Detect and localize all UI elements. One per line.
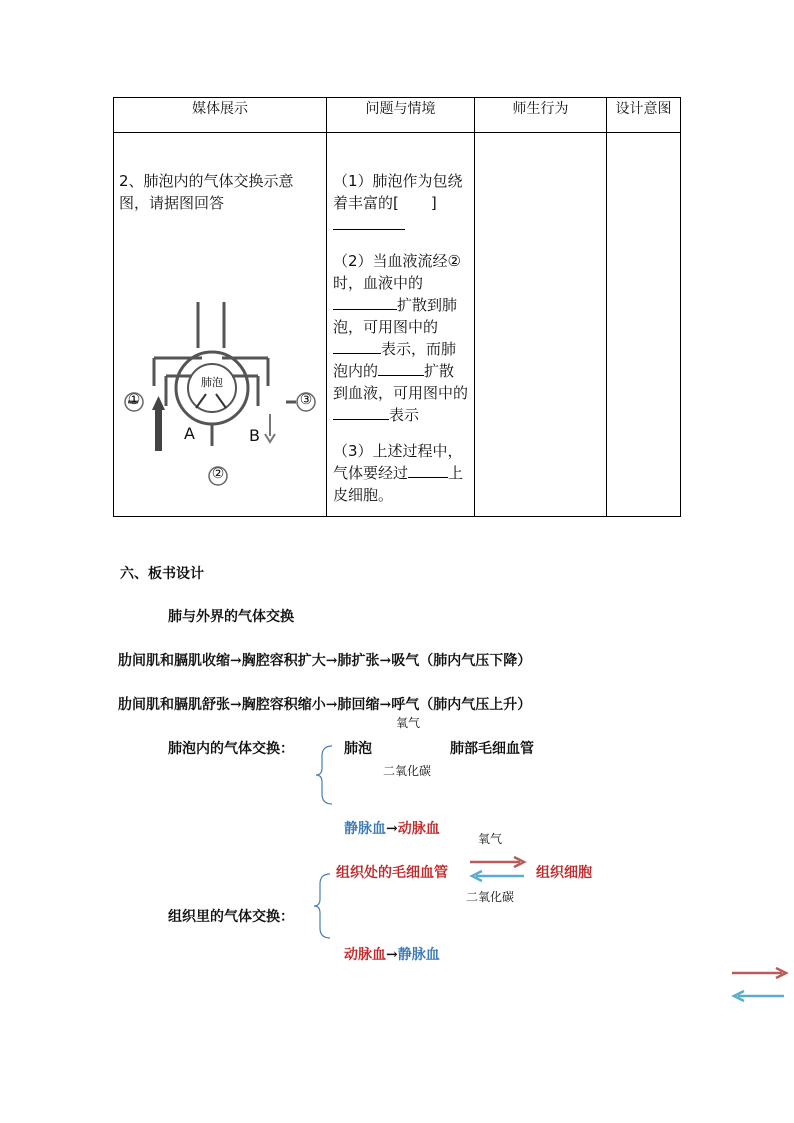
table-border-left bbox=[113, 97, 114, 517]
blank-2d bbox=[333, 405, 389, 420]
header-behavior: 师生行为 bbox=[512, 101, 569, 117]
alveoli-oxygen-label: 氧气 bbox=[396, 716, 421, 730]
tissue-left: 组织处的毛细血管 bbox=[336, 865, 448, 881]
tissue-oxygen-label: 氧气 bbox=[478, 832, 503, 846]
table-border-right bbox=[680, 97, 681, 517]
inhale-process: 肋间肌和膈肌收缩→胸腔容积扩大→肺扩张→吸气（肺内气压下降） bbox=[118, 653, 532, 669]
diagram-letter-a: A bbox=[184, 424, 195, 443]
tissue-brace bbox=[312, 872, 332, 940]
diagram-letter-b: B bbox=[249, 426, 260, 445]
diagram-label-alveolus: 肺泡 bbox=[201, 376, 223, 389]
tissue-right: 组织细胞 bbox=[536, 865, 592, 881]
diagram-flow-arrows bbox=[152, 396, 165, 451]
tissue-blood-change: 动脉血→静脉血 bbox=[344, 947, 440, 963]
alveoli-blood-change: 静脉血→动脉血 bbox=[344, 821, 440, 837]
blank-1b bbox=[333, 215, 405, 230]
question-1: （1）肺泡作为包绕着丰富的[ ] bbox=[333, 170, 469, 236]
alveoli-brace bbox=[314, 744, 334, 806]
tissue-exchange-arrows bbox=[466, 854, 528, 884]
alveoli-right: 肺部毛细血管 bbox=[450, 741, 534, 757]
blank-2c bbox=[378, 361, 424, 376]
margin-arrows bbox=[728, 964, 790, 1006]
question-3: （3）上述过程中，气体要经过 上皮细胞。 bbox=[333, 442, 464, 504]
blank-2b bbox=[333, 339, 381, 354]
diagram-mark-1: ① bbox=[127, 392, 141, 408]
blank-3 bbox=[408, 463, 448, 478]
questions-cell bbox=[333, 170, 469, 506]
blank-2a bbox=[333, 295, 397, 310]
diagram-mark-2: ② bbox=[211, 466, 225, 482]
media-description: 2、肺泡内的气体交换示意图，请据图回答 bbox=[119, 172, 294, 212]
header-questions: 问题与情境 bbox=[365, 101, 436, 117]
question-2: （2）当血液流经②时，血液中的扩散到肺泡，可用图中的表示，而肺泡内的 扩散到血液，可用图中的表示 bbox=[333, 252, 469, 424]
header-media: 媒体展示 bbox=[192, 101, 248, 117]
table-col-divider-2 bbox=[474, 97, 475, 517]
table-header-divider bbox=[113, 132, 681, 133]
tissue-co2-label: 二氧化碳 bbox=[466, 890, 515, 904]
diagram-mark-3: ③ bbox=[299, 392, 313, 408]
blank-1a bbox=[399, 194, 431, 208]
alveoli-left: 肺泡 bbox=[344, 741, 372, 757]
alveoli-exchange-label: 肺泡内的气体交换： bbox=[168, 741, 294, 757]
section-title: 六、板书设计 bbox=[120, 566, 204, 582]
table-border-bottom bbox=[113, 516, 681, 517]
table-col-divider-3 bbox=[606, 97, 607, 517]
exhale-process: 肋间肌和膈肌舒张→胸腔容积缩小→肺回缩→呼气（肺内气压上升） bbox=[118, 697, 532, 713]
alveoli-co2-label: 二氧化碳 bbox=[383, 764, 432, 778]
header-intent: 设计意图 bbox=[615, 101, 672, 117]
alveolus-diagram bbox=[118, 296, 322, 492]
board-topic: 肺与外界的气体交换 bbox=[168, 609, 294, 625]
tissue-exchange-label: 组织里的气体交换： bbox=[168, 909, 294, 925]
table-col-divider-1 bbox=[326, 97, 327, 517]
